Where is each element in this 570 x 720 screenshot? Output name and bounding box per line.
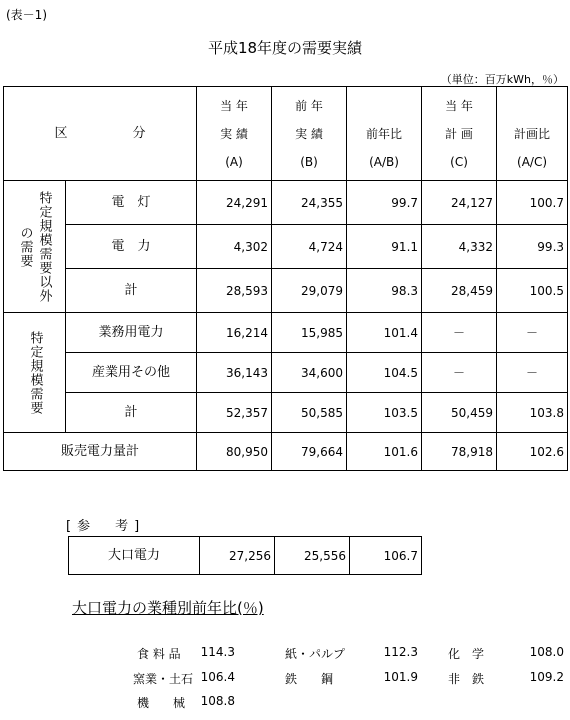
- industry-value: 112.3: [383, 645, 418, 659]
- industry-value: 106.4: [200, 670, 235, 684]
- total-row: [4, 433, 568, 471]
- cell: 106.7: [350, 537, 422, 575]
- cell: 104.5: [347, 353, 422, 393]
- cell: 50,585: [272, 393, 347, 433]
- row-label: 大口電力: [69, 537, 200, 575]
- industry-name: 機 械: [137, 696, 186, 710]
- cell: 80,950: [197, 433, 272, 471]
- cell: 24,291: [197, 181, 272, 225]
- header-row: [4, 87, 568, 181]
- table-row: [4, 393, 568, 433]
- reference-label: [参 考]: [66, 519, 146, 534]
- table-label: (表－1): [6, 8, 47, 22]
- industry-name: 紙・パルプ: [285, 647, 346, 661]
- cell: 50,459: [422, 393, 497, 433]
- reference-table: [68, 536, 422, 575]
- table-row: [4, 313, 568, 353]
- cell: 78,918: [422, 433, 497, 471]
- cell: －: [497, 313, 568, 353]
- table-row: [69, 537, 422, 575]
- cell: 29,079: [272, 269, 347, 313]
- cell: 52,357: [197, 393, 272, 433]
- group-label-specific: 特定規模需要: [4, 313, 66, 433]
- page-title: 平成18年度の需要実績: [207, 39, 363, 57]
- row-label: 電 力: [66, 225, 197, 269]
- industry-value: 108.8: [200, 694, 235, 708]
- industry-title: 大口電力の業種別前年比(％): [72, 599, 264, 617]
- demand-table: [3, 86, 568, 471]
- industry-value: 108.0: [529, 645, 564, 659]
- cell: 98.3: [347, 269, 422, 313]
- cell: 27,256: [200, 537, 275, 575]
- cell: －: [497, 353, 568, 393]
- industry-name: 窯業・土石: [133, 672, 194, 686]
- cell: 4,332: [422, 225, 497, 269]
- table-row: [4, 181, 568, 225]
- row-label: 業務用電力: [66, 313, 197, 353]
- industry-name: 非 鉄: [448, 672, 485, 686]
- cell: －: [422, 313, 497, 353]
- cell: 4,724: [272, 225, 347, 269]
- row-label: 計: [66, 269, 197, 313]
- cell: 103.5: [347, 393, 422, 433]
- cell: 24,355: [272, 181, 347, 225]
- cell: 34,600: [272, 353, 347, 393]
- table-row: [4, 353, 568, 393]
- cell: 79,664: [272, 433, 347, 471]
- industry-name: 化 学: [448, 647, 485, 661]
- industry-name: 鉄 鋼: [285, 672, 334, 686]
- header-col-previous-actual: 前 年 実 績 (B): [272, 87, 347, 181]
- header-category: 区 分: [4, 87, 197, 181]
- cell: 100.7: [497, 181, 568, 225]
- cell: 24,127: [422, 181, 497, 225]
- group-label-non-specific: 特定規模需要以外の需要: [4, 181, 66, 313]
- header-col-yoy: 前年比 (A/B): [347, 87, 422, 181]
- cell: 91.1: [347, 225, 422, 269]
- unit-note: （単位：百万kWh，％）: [440, 73, 564, 86]
- cell: 25,556: [275, 537, 350, 575]
- cell: 15,985: [272, 313, 347, 353]
- cell: 4,302: [197, 225, 272, 269]
- header-col-plan: 当 年 計 画 (C): [422, 87, 497, 181]
- header-col-current-actual: 当 年 実 績 (A): [197, 87, 272, 181]
- cell: 101.4: [347, 313, 422, 353]
- total-label: 販売電力量計: [4, 433, 197, 471]
- row-label: 産業用その他: [66, 353, 197, 393]
- industry-value: 114.3: [200, 645, 235, 659]
- cell: 103.8: [497, 393, 568, 433]
- cell: 100.5: [497, 269, 568, 313]
- table-row: [4, 269, 568, 313]
- cell: 36,143: [197, 353, 272, 393]
- industry-value: 109.2: [529, 670, 564, 684]
- cell: 102.6: [497, 433, 568, 471]
- cell: 99.3: [497, 225, 568, 269]
- cell: 28,593: [197, 269, 272, 313]
- industry-value: 101.9: [383, 670, 418, 684]
- cell: 99.7: [347, 181, 422, 225]
- cell: 16,214: [197, 313, 272, 353]
- cell: 101.6: [347, 433, 422, 471]
- row-label: 計: [66, 393, 197, 433]
- header-col-vs-plan: 計画比 (A/C): [497, 87, 568, 181]
- table-row: [4, 225, 568, 269]
- cell: 28,459: [422, 269, 497, 313]
- cell: －: [422, 353, 497, 393]
- row-label: 電 灯: [66, 181, 197, 225]
- industry-name: 食 料 品: [137, 647, 181, 661]
